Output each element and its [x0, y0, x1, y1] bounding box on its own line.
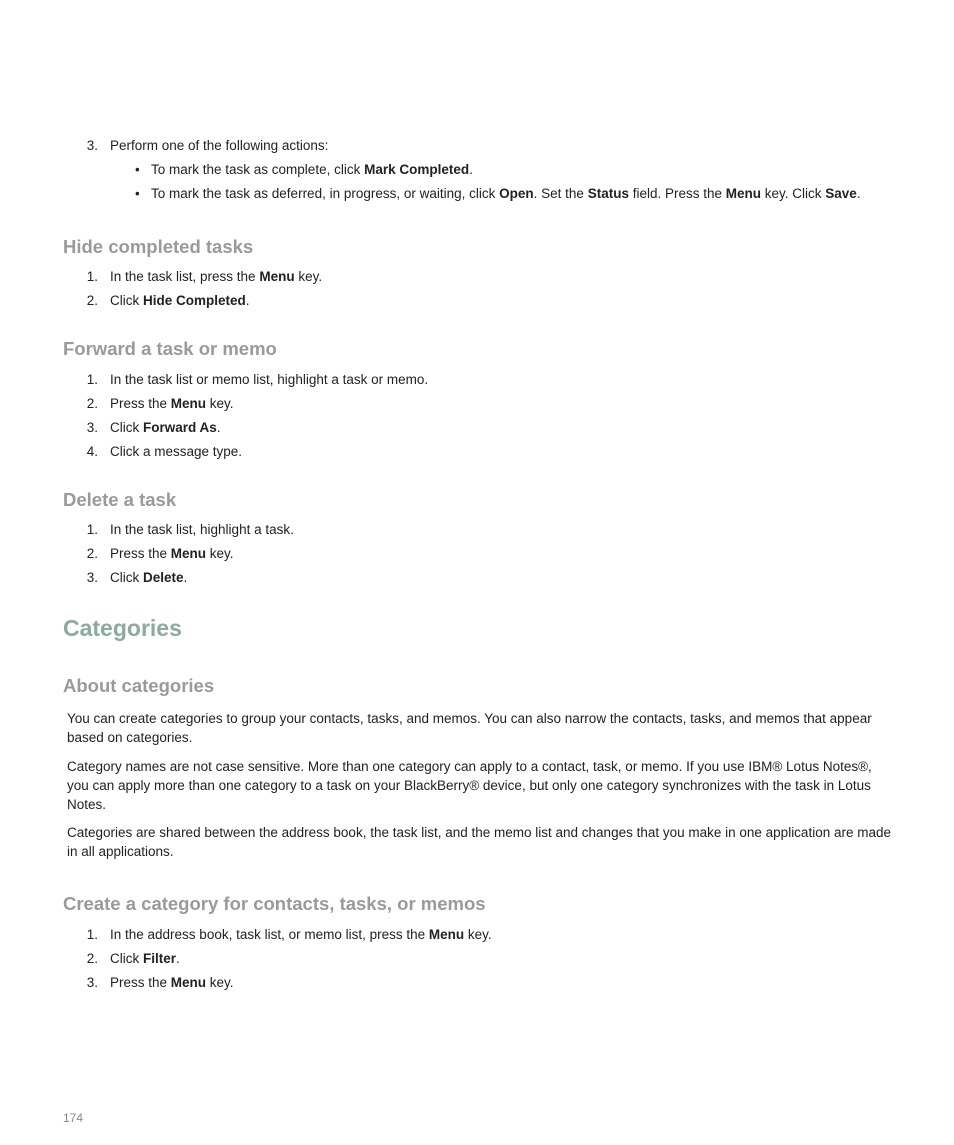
step-number: 1. [86, 269, 98, 284]
paragraph: Categories are shared between the address book, the task list, and the memo list and changes that you make in one application are made in all applications. [67, 825, 891, 859]
step-number: 2. [86, 546, 98, 561]
heading-create-a-category: Create a category for contacts, tasks, or memos [63, 893, 486, 914]
heading-forward-task-or-memo: Forward a task or memo [63, 338, 277, 359]
step-number: 3. [86, 420, 98, 435]
bullet-item-defer-task: To mark the task as deferred, in progress, or waiting, click Open. Set the Status field. Press the Menu key. Click Save. [151, 186, 861, 201]
bullet-marker: • [135, 186, 140, 201]
paragraph: Category names are not case sensitive. More than one category can apply to a contact, task, or memo. If you use IBM® Lotus Notes®, you can apply more than one category to a task on your BlackBerry® device, but only one category synchronizes with the task in Lotus Notes. [67, 759, 872, 812]
step-number: 1. [86, 522, 98, 537]
step-text: Click Hide Completed. [110, 293, 250, 308]
bullet-item-mark-completed: To mark the task as complete, click Mark Completed. [151, 162, 473, 177]
step-text: In the address book, task list, or memo list, press the Menu key. [110, 927, 492, 942]
step-text: Press the Menu key. [110, 546, 234, 561]
step-number: 2. [86, 396, 98, 411]
step-text: Click a message type. [110, 444, 243, 459]
step-text: In the task list, highlight a task. [110, 522, 294, 537]
step-number: 3. [86, 138, 98, 153]
page-number: 174 [63, 1111, 84, 1125]
step-number: 3. [86, 975, 98, 990]
bullet-marker: • [135, 162, 140, 177]
step-number: 1. [86, 927, 98, 942]
step-number: 4. [86, 444, 98, 459]
heading-delete-a-task: Delete a task [63, 489, 177, 510]
step-text: In the task list, press the Menu key. [110, 269, 323, 284]
heading-about-categories: About categories [63, 675, 215, 696]
step-number: 3. [86, 570, 98, 585]
step-text: Press the Menu key. [110, 396, 234, 411]
heading-hide-completed-tasks: Hide completed tasks [63, 236, 254, 257]
step-text: In the task list or memo list, highlight a task or memo. [110, 372, 429, 387]
step-number: 2. [86, 951, 98, 966]
step-text: Perform one of the following actions: [110, 138, 329, 153]
paragraph: You can create categories to group your contacts, tasks, and memos. You can also narrow the contacts, tasks, and memos that appear based on categories. [67, 711, 872, 745]
step-text: Click Delete. [110, 570, 188, 585]
step-text: Click Filter. [110, 951, 180, 966]
step-number: 2. [86, 293, 98, 308]
step-number: 1. [86, 372, 98, 387]
section-title-categories: Categories [63, 615, 182, 641]
step-text: Click Forward As. [110, 420, 221, 435]
step-text: Press the Menu key. [110, 975, 234, 990]
